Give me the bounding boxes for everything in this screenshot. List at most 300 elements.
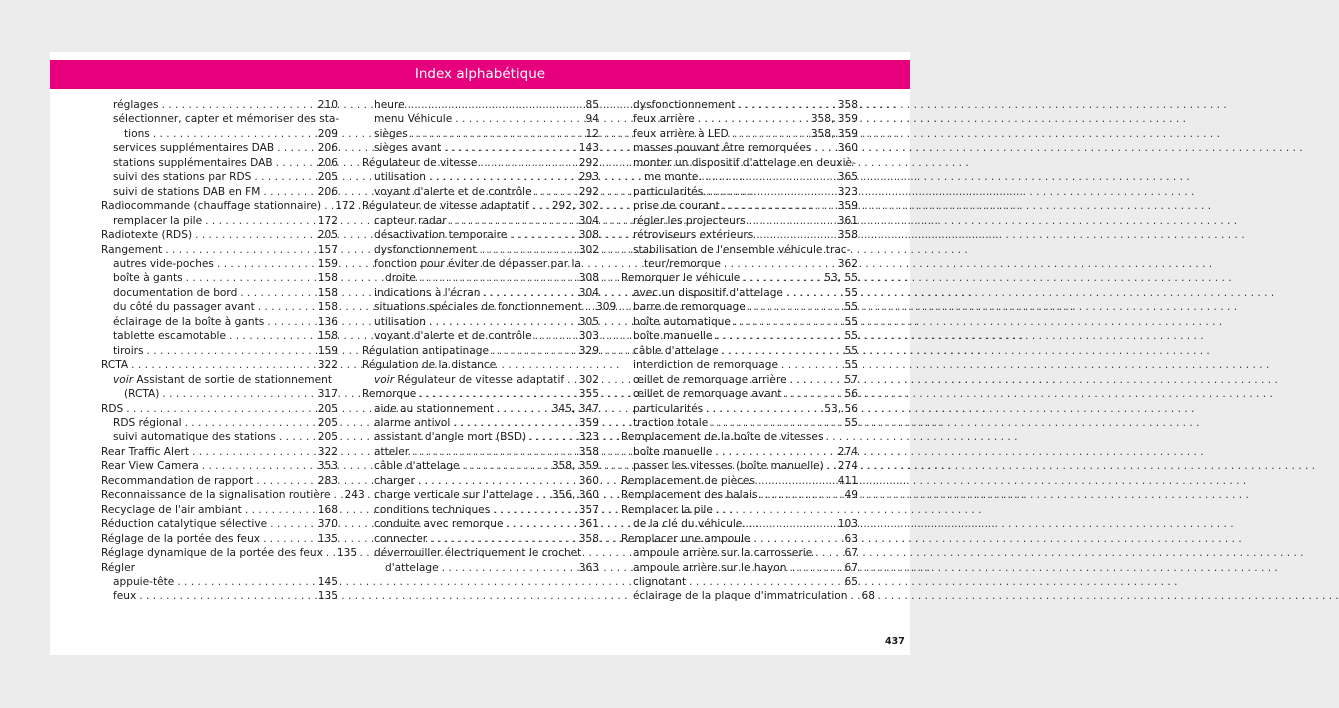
dot-leader	[851, 589, 859, 603]
dot-leader	[139, 589, 315, 603]
index-entry-label: Recommandation de rapport	[101, 474, 254, 487]
index-entry	[621, 185, 858, 199]
index-entry-label: Remplacement des balais	[621, 489, 758, 502]
index-entry-label: capteur radar	[374, 214, 447, 227]
index-entry-label: réglages	[113, 99, 159, 111]
index-entry-label: suivi automatique des stations	[113, 431, 276, 444]
dot-leader	[689, 575, 841, 589]
dot-leader	[131, 358, 315, 372]
index-entry-page: 210	[317, 99, 338, 111]
index-entry	[101, 214, 338, 228]
dot-leader	[429, 315, 576, 329]
index-entry-label: de la clé du véhicule	[633, 518, 743, 531]
index-entry	[362, 199, 599, 213]
index-entry-label: sièges avant	[374, 142, 442, 155]
dot-leader	[711, 416, 841, 430]
index-entry	[362, 329, 599, 343]
index-entry-page: 158	[317, 301, 338, 314]
index-entry-page: 205	[317, 416, 338, 429]
dot-leader	[126, 402, 315, 416]
index-entry-page: 292	[578, 156, 599, 169]
index-entry-label: Rangement	[101, 243, 163, 256]
dot-leader	[463, 459, 549, 473]
index-entry-page: 56	[844, 388, 858, 401]
index-entry-label: ampoule arrière sur la carrosserie	[633, 547, 813, 560]
index-entry-page: 274	[837, 445, 858, 458]
index-entry	[362, 517, 599, 531]
index-entry	[621, 387, 858, 401]
index-entry-page: 361	[578, 518, 599, 531]
dot-leader	[756, 228, 834, 242]
index-entry-label: éclairage de la boîte à gants	[113, 315, 265, 328]
dot-leader	[147, 344, 315, 358]
index-entry	[101, 344, 338, 358]
index-entry-label: voyant d'alerte et de contrôle	[374, 185, 532, 198]
dot-leader	[749, 300, 842, 314]
index-entry-page: 358, 359	[810, 127, 858, 140]
index-entry-page: 323	[837, 185, 858, 198]
index-entry-page: 135	[317, 590, 338, 603]
index-entry-page: 274	[837, 460, 859, 473]
index-entry-label: services supplémentaires DAB	[113, 142, 275, 155]
dot-leader	[263, 532, 315, 546]
index-entry-page: 67	[844, 547, 858, 560]
index-entry	[101, 575, 338, 589]
index-entry-label: RCTA	[101, 359, 129, 372]
index-entry-label: sièges	[374, 127, 408, 140]
index-subheading: voir Assistant de sortie de stationnement	[113, 373, 333, 386]
index-entry-label: stations supplémentaires DAB	[113, 156, 273, 169]
index-entry-page: 357	[578, 503, 599, 516]
index-entry-label: droite	[385, 272, 416, 285]
index-entry-label: masses pouvant être remorquées	[633, 142, 812, 155]
index-entry	[101, 517, 338, 531]
index-entry-label: du côté du passager avant	[113, 301, 255, 314]
dot-leader	[258, 300, 315, 314]
index-entry	[362, 228, 599, 242]
dot-leader	[270, 517, 315, 531]
index-entry-label: dysfonctionnement	[633, 99, 736, 111]
index-entry-page: 363	[578, 561, 599, 574]
index-entry	[101, 358, 338, 372]
index-entry-page: 158	[317, 330, 338, 343]
index-entry-page: 55	[844, 330, 858, 343]
index-entry-label: Réglage dynamique de la portée des feux	[101, 547, 323, 560]
index-entry	[621, 127, 858, 141]
index-entry	[101, 546, 358, 560]
dot-leader	[497, 402, 549, 416]
dot-leader	[177, 575, 314, 589]
index-entry-label: situations spéciales de fonctionnement	[374, 301, 582, 314]
index-entry-label: Régulateur de vitesse adaptatif	[362, 200, 529, 213]
index-entry-label: voyant d'alerte et de contrôle	[374, 330, 532, 343]
index-entry-label: RDS	[101, 402, 124, 415]
index-entry-page: 365	[837, 171, 858, 184]
index-entry-label: clignotant	[633, 575, 687, 588]
dot-leader	[444, 141, 576, 155]
dot-leader	[723, 199, 835, 213]
index-entry-page: 145	[317, 575, 338, 588]
index-entry	[101, 402, 338, 416]
index-entry-label: Rear View Camera	[101, 460, 199, 473]
dot-leader	[408, 98, 583, 112]
index-entry-page: 323	[578, 431, 599, 444]
index-entry-label: suivi de stations DAB en FM	[113, 185, 261, 198]
index-entry-label: voir Régulateur de vitesse adaptatif	[374, 373, 565, 386]
index-entry	[101, 257, 338, 271]
index-entry	[621, 257, 858, 271]
dot-leader	[192, 445, 315, 459]
dot-leader	[263, 185, 314, 199]
index-entry	[101, 329, 338, 343]
index-entry	[362, 416, 599, 430]
index-entry-label: feux arrière	[633, 113, 695, 126]
index-entry-page: 65	[844, 575, 858, 588]
index-entry-label: désactivation temporaire	[374, 229, 508, 242]
dot-leader	[722, 344, 842, 358]
index-entry-page: 85	[585, 99, 599, 111]
index-entry-label: boîte à gants	[113, 272, 183, 285]
dot-leader	[254, 170, 314, 184]
index-entry-page: 353	[317, 460, 338, 473]
index-entry-label: Remplacer une ampoule	[621, 532, 751, 545]
page-header	[50, 60, 910, 89]
index-entry-page: 55	[844, 286, 858, 299]
index-entry	[362, 170, 599, 184]
index-subheading: Remplacer la pile	[621, 503, 713, 516]
index-entry-page: 53, 55	[824, 272, 858, 285]
index-entry-label: connecter	[374, 532, 428, 545]
index-subheading: sélectionner, capter et mémoriser des sta-	[113, 113, 340, 126]
dot-leader	[567, 373, 576, 387]
dot-leader	[786, 286, 842, 300]
dot-leader	[535, 185, 576, 199]
index-entry-page: 358	[837, 99, 858, 111]
index-entry	[362, 488, 599, 502]
index-entry-label: utilisation	[374, 171, 427, 184]
index-entry-page: 12	[585, 127, 599, 140]
dot-leader	[153, 127, 315, 141]
index-entry-page: 158	[317, 272, 338, 285]
dot-leader	[419, 387, 575, 401]
index-entry	[362, 459, 599, 473]
index-entry	[101, 243, 338, 257]
dot-leader	[734, 315, 842, 329]
index-entry	[101, 430, 338, 444]
index-entry-page: 67	[844, 561, 858, 574]
index-entry-page: 345, 347	[551, 402, 599, 415]
index-entry-page: 358	[837, 229, 858, 242]
index-entry-page: 329	[578, 344, 599, 357]
index-entry-page: 55	[844, 315, 858, 328]
index-entry	[362, 402, 599, 416]
index-entry-label: feux	[113, 590, 137, 603]
index-entry	[621, 170, 858, 184]
index-entry	[621, 228, 858, 242]
index-entry-page: 362	[837, 257, 858, 270]
index-entry	[101, 315, 338, 329]
index-subheading: déverrouiller électriquement le crochet	[374, 547, 582, 560]
index-entry-label: me monte	[644, 171, 699, 184]
index-entry-page: 309	[595, 301, 617, 314]
dot-leader	[536, 488, 549, 502]
index-entry	[362, 286, 599, 300]
index-entry-page: 358, 359	[551, 460, 599, 473]
index-entry	[101, 170, 338, 184]
dot-leader	[814, 141, 834, 155]
index-entry-page: 359	[837, 200, 858, 213]
index-entry	[362, 445, 599, 459]
index-entry-page: 209	[317, 127, 338, 140]
index-entry-page: 370	[317, 518, 338, 531]
index-entry-page: 302	[578, 373, 599, 386]
index-entry	[362, 141, 599, 155]
index-entry-page: 55	[844, 344, 858, 357]
index-subheading: Régler	[101, 561, 135, 574]
index-entry-label: rétroviseurs extérieurs	[633, 229, 754, 242]
index-entry-label: Régulateur de vitesse	[362, 156, 478, 169]
index-entry-page: 322	[317, 359, 338, 372]
index-entry-page: 317	[317, 388, 338, 401]
dot-leader	[739, 98, 835, 112]
index-entry	[621, 517, 858, 531]
index-entry	[362, 373, 599, 387]
index-entry-page: 205	[317, 171, 338, 184]
index-entry	[362, 344, 599, 358]
dot-leader	[529, 430, 576, 444]
index-entry-page: 63	[844, 532, 858, 545]
index-entry-page: 135	[336, 547, 358, 560]
index-entry-label: (RCTA)	[124, 388, 160, 401]
index-entry	[621, 271, 858, 285]
index-entry	[101, 185, 338, 199]
index-entry	[621, 329, 858, 343]
index-entry-page: 49	[844, 489, 858, 502]
dot-leader	[418, 474, 576, 488]
index-entry-label: Radiocommande (chauffage stationnaire)	[101, 200, 322, 213]
index-entry	[621, 532, 858, 546]
index-column-3	[621, 98, 875, 604]
index-entry-page: 283	[317, 474, 338, 487]
index-entry-page: 206	[317, 156, 338, 169]
index-entry-page: 55	[844, 359, 858, 372]
index-entry	[101, 127, 338, 141]
index-entry-page: 206	[317, 185, 338, 198]
dot-leader	[753, 532, 841, 546]
dot-leader	[492, 344, 576, 358]
index-entry-page: 292, 302	[551, 200, 599, 213]
index-entry-page: 305	[578, 315, 599, 328]
index-entry	[101, 532, 338, 546]
index-entry-label: charge verticale sur l'attelage	[374, 489, 533, 502]
dot-leader	[277, 141, 315, 155]
dot-leader	[510, 228, 576, 242]
index-entry-page: 360	[837, 142, 858, 155]
index-entry-label: atteler	[374, 445, 410, 458]
index-entry-page: 103	[837, 518, 858, 531]
index-entry-label: teur/remorque	[644, 257, 721, 270]
index-entry-page: 293	[578, 171, 599, 184]
index-entry	[101, 445, 338, 459]
dot-leader	[790, 373, 842, 387]
index-entry	[621, 589, 875, 603]
dot-leader	[195, 228, 315, 242]
dot-leader	[706, 185, 835, 199]
header-title: Index alphabétique	[414, 66, 546, 82]
dot-leader	[715, 329, 841, 343]
index-entry-label: documentation de bord	[113, 286, 238, 299]
index-entry-page: 205	[317, 229, 338, 242]
dot-leader	[430, 532, 576, 546]
dot-leader	[698, 112, 808, 126]
index-entry	[621, 445, 858, 459]
index-entry-page: 356, 360	[551, 489, 599, 502]
index-entry-label: câble d'attelage	[374, 460, 460, 473]
index-entry-label: particularités	[633, 185, 704, 198]
index-entry	[621, 402, 858, 416]
index-entry	[362, 127, 599, 141]
index-entry-label: passer les vitesses (boîte manuelle)	[633, 460, 824, 473]
dot-leader	[790, 561, 842, 575]
index-entry	[101, 589, 338, 603]
index-entry	[362, 156, 599, 170]
index-entry-page: 57	[844, 373, 858, 386]
dot-leader	[585, 300, 593, 314]
dot-leader	[453, 416, 575, 430]
dot-leader	[279, 430, 315, 444]
index-entry-page: 68	[861, 590, 875, 603]
index-entry-page: 411	[837, 474, 858, 487]
index-entry-label: traction totale	[633, 416, 709, 429]
index-entry-label: Rear Traffic Alert	[101, 445, 190, 458]
dot-leader	[442, 561, 576, 575]
dot-leader	[745, 517, 834, 531]
index-entry	[362, 98, 599, 112]
index-entry-page: 304	[578, 286, 599, 299]
index-entry-page: 136	[317, 315, 338, 328]
index-entry-page: 168	[317, 503, 338, 516]
index-entry	[101, 416, 338, 430]
index-entry-label: conditions techniques	[374, 503, 491, 516]
index-subheading: stabilisation de l'ensemble véhicule trac-	[633, 243, 851, 256]
index-entry-page: 94	[585, 113, 599, 126]
index-entry	[621, 416, 858, 430]
index-entry-label: suivi des stations par RDS	[113, 171, 252, 184]
index-entry	[362, 214, 599, 228]
index-entry-page: 302	[578, 243, 599, 256]
index-entry-label: Remorquer le véhicule	[621, 272, 741, 285]
index-entry-page: 358	[578, 445, 599, 458]
index-entry-label: Reconnaissance de la signalisation routière	[101, 489, 331, 502]
index-entry-page: 205	[317, 431, 338, 444]
index-entry	[362, 315, 599, 329]
index-entry	[362, 112, 599, 126]
index-entry-page: 157	[317, 243, 338, 256]
index-entry	[101, 474, 338, 488]
index-entry	[362, 243, 599, 257]
dot-leader	[706, 402, 821, 416]
index-entry	[101, 98, 338, 112]
index-subheading: fonction pour éviter de dépasser par la	[374, 257, 581, 270]
dot-leader	[749, 214, 835, 228]
index-entry	[362, 430, 599, 444]
dot-leader	[815, 546, 841, 560]
index-entry	[621, 488, 858, 502]
index-entry-page: 322	[317, 445, 338, 458]
index-entry-page: 358	[578, 532, 599, 545]
index-entry	[621, 199, 858, 213]
index-entry-label: particularités	[633, 402, 704, 415]
index-entry-label: Remplacement de pièces	[621, 474, 755, 487]
index-entry-label: boîte manuelle	[633, 445, 713, 458]
dot-leader	[450, 214, 576, 228]
index-entry	[621, 286, 858, 300]
index-entry-page: 143	[578, 142, 599, 155]
dot-leader	[758, 474, 835, 488]
index-entry-label: RDS régional	[113, 416, 182, 429]
index-entry-label: indications à l'écran	[374, 286, 481, 299]
index-entry	[621, 214, 858, 228]
index-entry-label: boîte manuelle	[633, 330, 713, 343]
dot-leader	[186, 271, 315, 285]
index-subheading: monter un dispositif d'attelage en deuxiè-	[633, 156, 856, 169]
index-entry	[621, 141, 858, 155]
index-entry	[101, 271, 338, 285]
index-entry	[621, 112, 858, 126]
dot-leader	[724, 257, 835, 271]
index-entry-label: interdiction de remorquage	[633, 359, 779, 372]
index-entry	[621, 373, 858, 387]
index-entry-label: boîte automatique	[633, 315, 731, 328]
index-entry	[621, 300, 858, 314]
index-entry-label: Remorque	[362, 388, 417, 401]
index-entry-label: tablette escamotable	[113, 330, 227, 343]
index-entry	[101, 286, 338, 300]
index-entry-label: alarme antivol	[374, 416, 451, 429]
dot-leader	[229, 329, 315, 343]
index-entry-page: 172	[335, 200, 356, 213]
index-entry-label: tions	[124, 127, 150, 140]
index-entry	[101, 459, 338, 473]
index-entry	[621, 344, 858, 358]
index-entry	[101, 156, 338, 170]
dot-leader	[785, 387, 842, 401]
index-entry	[362, 474, 599, 488]
index-entry-label: assistant d'angle mort (BSD)	[374, 431, 527, 444]
index-entry-page: 205	[317, 402, 338, 415]
index-entry-label: éclairage de la plaque d'immatriculation	[633, 590, 848, 603]
index-entry-label: appuie-tête	[113, 575, 175, 588]
index-entry-label: charger	[374, 474, 415, 487]
index-entry	[362, 503, 599, 517]
dot-leader	[480, 243, 576, 257]
index-entry-label: œillet de remorquage avant	[633, 388, 782, 401]
index-entry-label: avec un dispositif d'attelage	[633, 286, 783, 299]
index-entry-page: 360	[578, 474, 599, 487]
index-entry	[101, 488, 365, 502]
index-entry-label: Régulation antipatinage	[362, 344, 490, 357]
index-entry	[621, 546, 858, 560]
index-column-1	[101, 98, 365, 604]
dot-leader	[256, 474, 314, 488]
index-entry-label: dysfonctionnement	[374, 243, 477, 256]
index-entry-label: aide au stationnement	[374, 402, 495, 415]
index-entry	[621, 459, 858, 473]
dot-leader	[267, 315, 315, 329]
index-entry-page: 158	[317, 286, 338, 299]
index-subheading: Remplacement de la boîte de vitesses	[621, 431, 824, 444]
index-entry-page: 358, 359	[810, 113, 858, 126]
